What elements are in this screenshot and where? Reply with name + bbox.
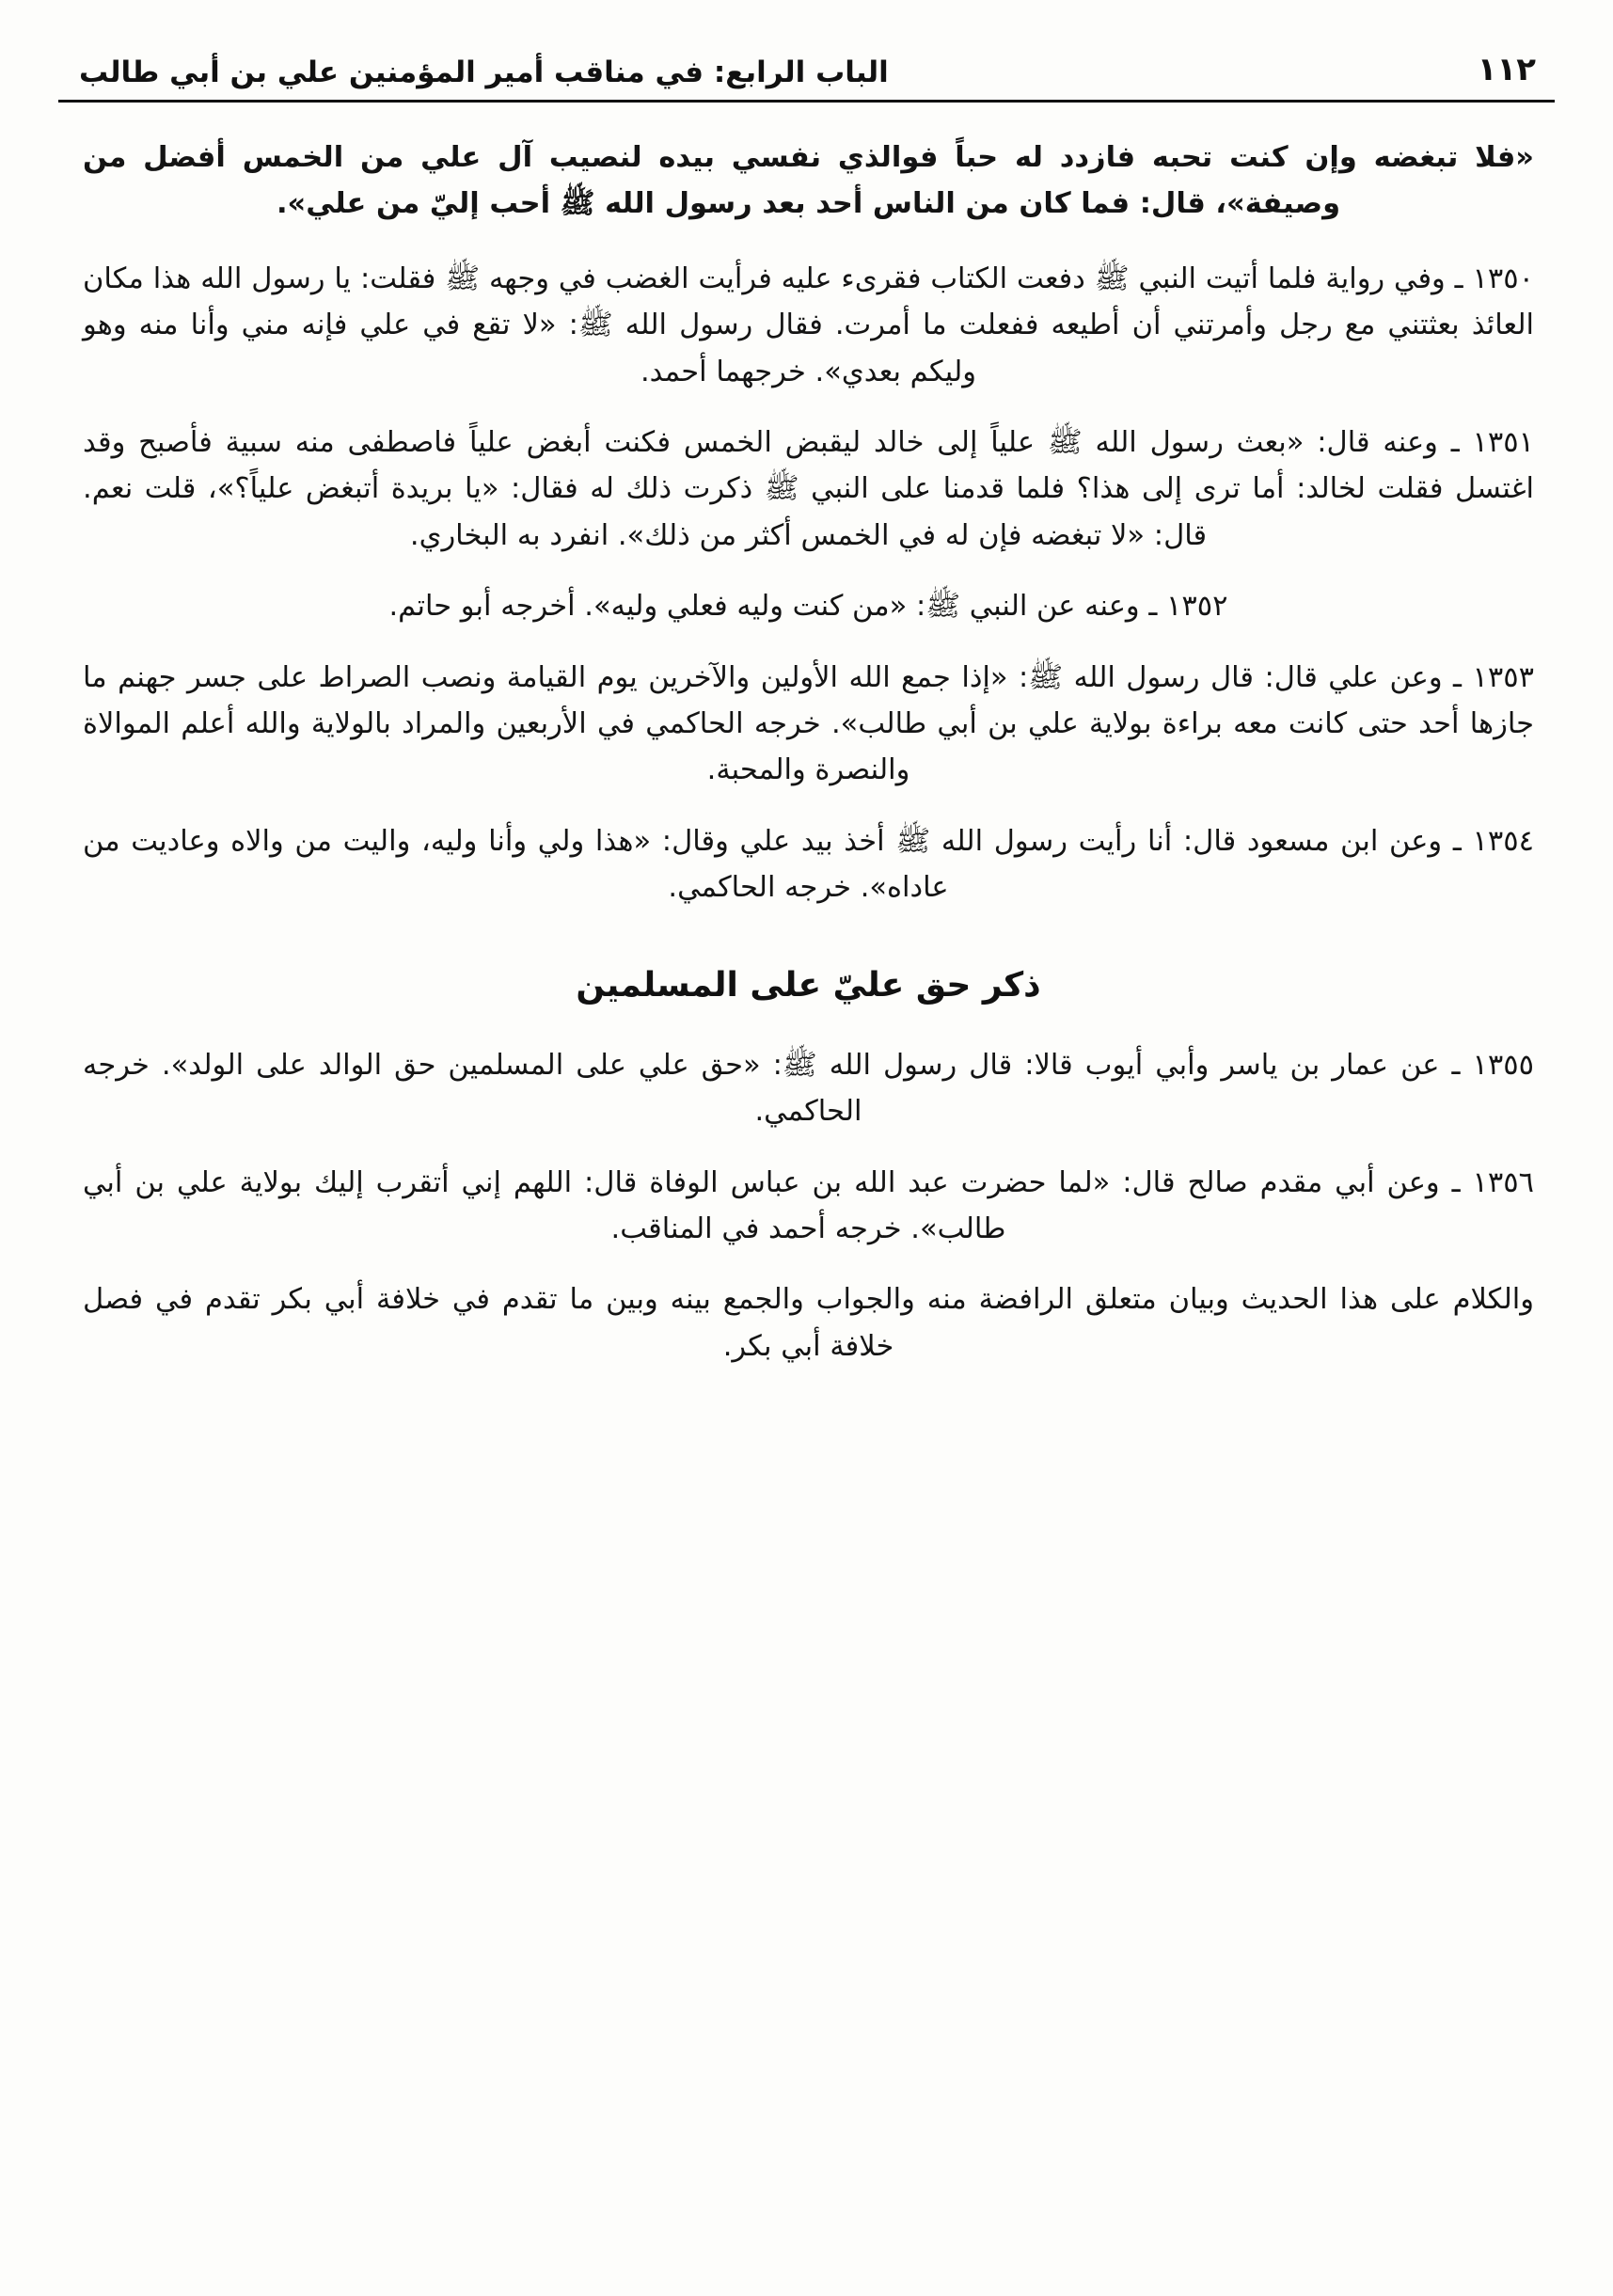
paragraph-1349-continued: «فلا تبغضه وإن كنت تحبه فازدد له حباً فوالذي نفسي بيده لنصيب آل علي من الخمس أفضل من وصيفة»، قال: فما كان من الناس أحد بعد رسول الله ﷺ أحب إليّ من علي». xyxy=(83,141,1534,221)
paragraph-closing: والكلام على هذا الحديث وبيان متعلق الرافضة منه والجواب والجمع بينه وبين ما تقدم في خلافة أبي بكر تقدم في فصل خلافة أبي بكر. xyxy=(83,1283,1534,1363)
running-title: الباب الرابع: في مناقب أمير المؤمنين علي بن أبي طالب xyxy=(79,55,889,89)
section-heading: ذكر حق عليّ على المسلمين xyxy=(576,965,1041,1005)
page-number: ١١٢ xyxy=(1477,51,1536,88)
paragraph-1356: ١٣٥٦ ـ وعن أبي مقدم صالح قال: «لما حضرت عبد الله بن عباس الوفاة قال: اللهم إني أتقرب إليك بولاية علي بن أبي طالب». خرجه أحمد في المناقب. xyxy=(83,1165,1534,1245)
paragraph-1354: ١٣٥٤ ـ وعن ابن مسعود قال: أنا رأيت رسول الله ﷺ أخذ بيد علي وقال: «هذا ولي وأنا وليه، واليت من والاه وعاديت من عاداه». خرجه الحاكمي. xyxy=(83,824,1534,905)
page-header xyxy=(58,51,1555,103)
page-body xyxy=(58,135,1555,1370)
paragraph-1351: ١٣٥١ ـ وعنه قال: «بعث رسول الله ﷺ علياً إلى خالد ليقبض الخمس فكنت أبغض علياً فاصطفى منه سبية فأصبح وقد اغتسل فقلت لخالد: أما ترى إلى هذا؟ فلما قدمنا على النبي ﷺ ذكرت ذلك له فقال: «يا بريدة أتبغض علياً؟»، قلت نعم. قال: «لا تبغضه فإن له في الخمس أكثر من ذلك». انفرد به البخاري. xyxy=(83,426,1534,552)
paragraph-1352: ١٣٥٢ ـ وعنه عن النبي ﷺ: «من كنت وليه فعلي وليه». أخرجه أبو حاتم. xyxy=(388,590,1228,624)
paragraph-1355: ١٣٥٥ ـ عن عمار بن ياسر وأبي أيوب قالا: قال رسول الله ﷺ: «حق علي على المسلمين حق الوالد على الولد». خرجه الحاكمي. xyxy=(83,1048,1534,1129)
paragraph-1350: ١٣٥٠ ـ وفي رواية فلما أتيت النبي ﷺ دفعت الكتاب فقرىء عليه فرأيت الغضب في وجهه ﷺ فقلت: يا رسول الله هذا مكان العائذ بعثتني مع رجل وأمرتني أن أطيعه ففعلت ما أمرت. فقال رسول الله ﷺ: «لا تقع في علي فإنه مني وأنا منه وهو وليكم بعدي». خرجهما أحمد. xyxy=(83,261,1534,388)
paragraph-1353: ١٣٥٣ ـ وعن علي قال: قال رسول الله ﷺ: «إذا جمع الله الأولين والآخرين يوم القيامة ونصب الصراط على جسر جهنم ما جازها أحد حتى كانت معه براءة بولاية علي بن أبي طالب». خرجه الحاكمي في الأربعين والمراد بالولاية والله أعلم الموالاة والنصرة والمحبة. xyxy=(83,660,1534,787)
